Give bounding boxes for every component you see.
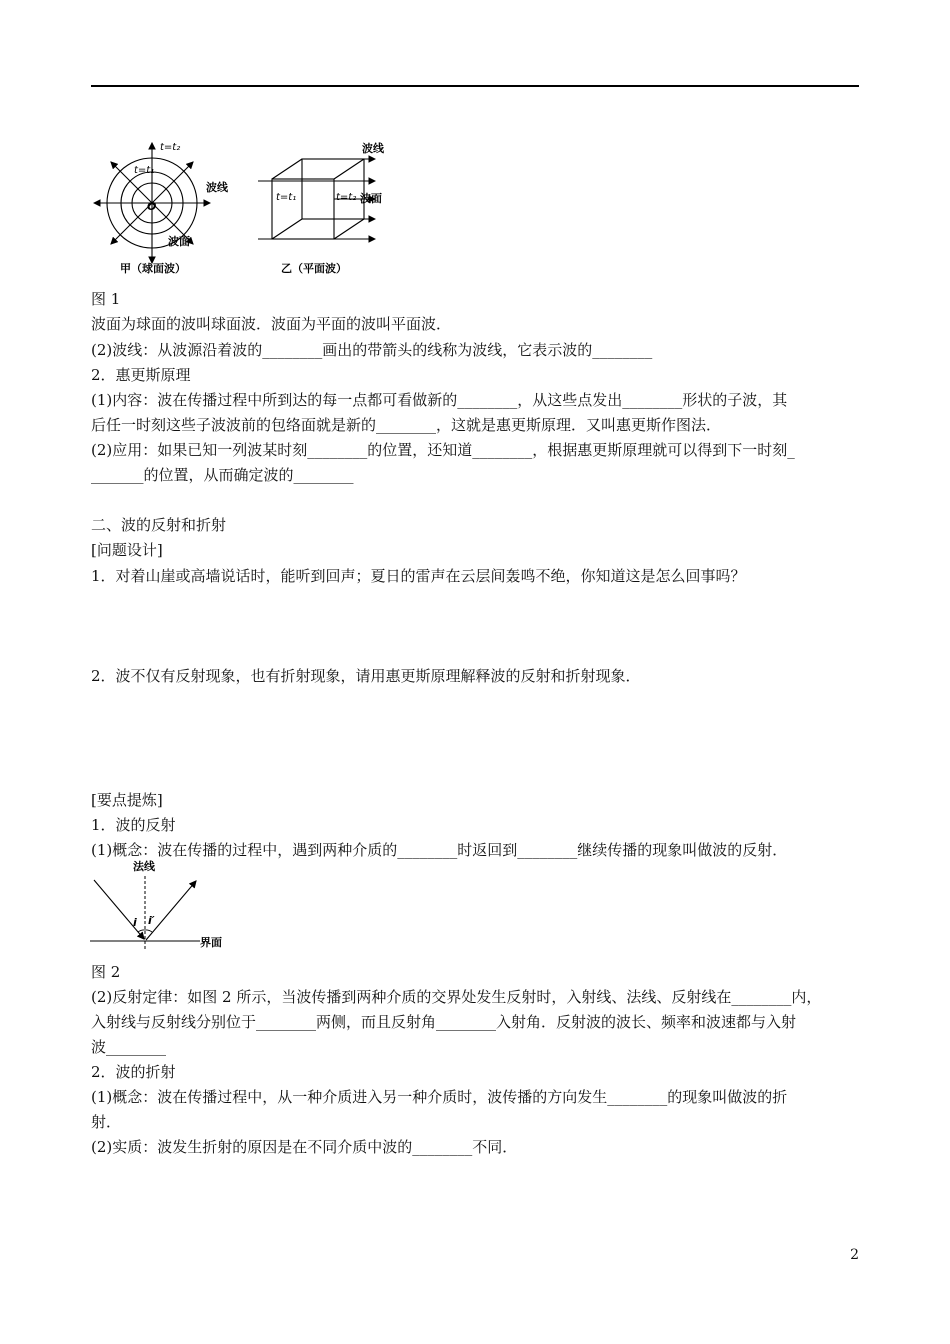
text-line: (1)内容：波在传播过程中所到达的每一点都可看做新的________，从这些点发出________形状的子波，其 <box>91 391 788 409</box>
fig1a-t1-label: t=t₁ <box>134 165 155 176</box>
fig1a-ray-label: 波线 <box>206 181 228 194</box>
text-line: (2)波线：从波源沿着波的________画出的带箭头的线称为波线，它表示波的________ <box>91 341 653 359</box>
text-line: 后任一时刻这些子波波前的包络面就是新的________，这就是惠更斯原理．又叫惠更斯作图法． <box>91 416 722 434</box>
text-line: 入射线与反射线分别位于________两侧，而且反射角________入射角．反射波的波长、频率和波速都与入射 <box>91 1013 797 1031</box>
section-heading: 1．波的反射 <box>91 816 176 834</box>
incident-ray <box>94 880 144 939</box>
incident-angle-label: i <box>133 916 137 929</box>
fig1b-caption: 乙（平面波） <box>281 262 347 275</box>
section-heading: 2．波的折射 <box>91 1063 176 1081</box>
boundary-label: 界面 <box>200 936 222 949</box>
normal-label: 法线 <box>133 860 155 873</box>
figure-2-diagram <box>90 858 240 953</box>
header-rule <box>91 85 859 87</box>
fig1a-origin-label: O <box>147 200 157 213</box>
text-line: (1)概念：波在传播过程中，从一种介质进入另一种介质时，波传播的方向发生________的现象叫做波的折 <box>91 1088 788 1106</box>
fig1a-t2-label: t=t₂ <box>160 142 181 153</box>
reflected-ray <box>146 881 196 940</box>
figure-1-diagram <box>90 135 400 285</box>
fig1b-ray-label: 波线 <box>362 142 384 155</box>
text-line: _______的位置，从而确定波的________ <box>91 466 354 484</box>
section-heading: 2．惠更斯原理 <box>91 366 191 384</box>
figure-2-label: 图 2 <box>91 963 121 981</box>
fig1b-front-label: 波面 <box>360 192 382 205</box>
fig1b-t1-label: t=t₁ <box>276 192 297 203</box>
text-line: 波________ <box>91 1038 167 1056</box>
text-line: (2)实质：波发生折射的原因是在不同介质中波的________不同． <box>91 1138 518 1156</box>
subheading: [问题设计] <box>91 541 163 559</box>
fig1b-t2-label: t=t₂ <box>336 192 357 203</box>
text-line: (2)应用：如果已知一列波某时刻________的位置，还知道________，根据惠更斯原理就可以得到下一时刻_ <box>91 441 795 459</box>
fig1a-caption: 甲（球面波） <box>120 262 186 275</box>
text-line: (1)概念：波在传播的过程中，遇到两种介质的________时返回到________继续传播的现象叫做波的反射． <box>91 841 788 859</box>
page-number: 2 <box>850 1247 859 1263</box>
question-1: 1．对着山崖或高墙说话时，能听到回声；夏日的雷声在云层间轰鸣不绝，你知道这是怎么回事吗？ <box>91 567 746 585</box>
reflection-angle-label: i′ <box>148 914 155 927</box>
text-line: 射． <box>91 1113 122 1131</box>
figure-1-label: 图 1 <box>91 290 121 308</box>
question-2: 2．波不仅有反射现象，也有折射现象，请用惠更斯原理解释波的反射和折射现象． <box>91 667 641 685</box>
text-line: 波面为球面的波叫球面波．波面为平面的波叫平面波． <box>91 315 452 333</box>
text-line: (2)反射定律：如图 2 所示，当波传播到两种介质的交界处发生反射时，入射线、法线、反射线在________内， <box>91 988 822 1006</box>
fig1a-front-label: 波面 <box>168 235 190 248</box>
subheading: [要点提炼] <box>91 791 163 809</box>
section-heading: 二、波的反射和折射 <box>91 516 227 534</box>
